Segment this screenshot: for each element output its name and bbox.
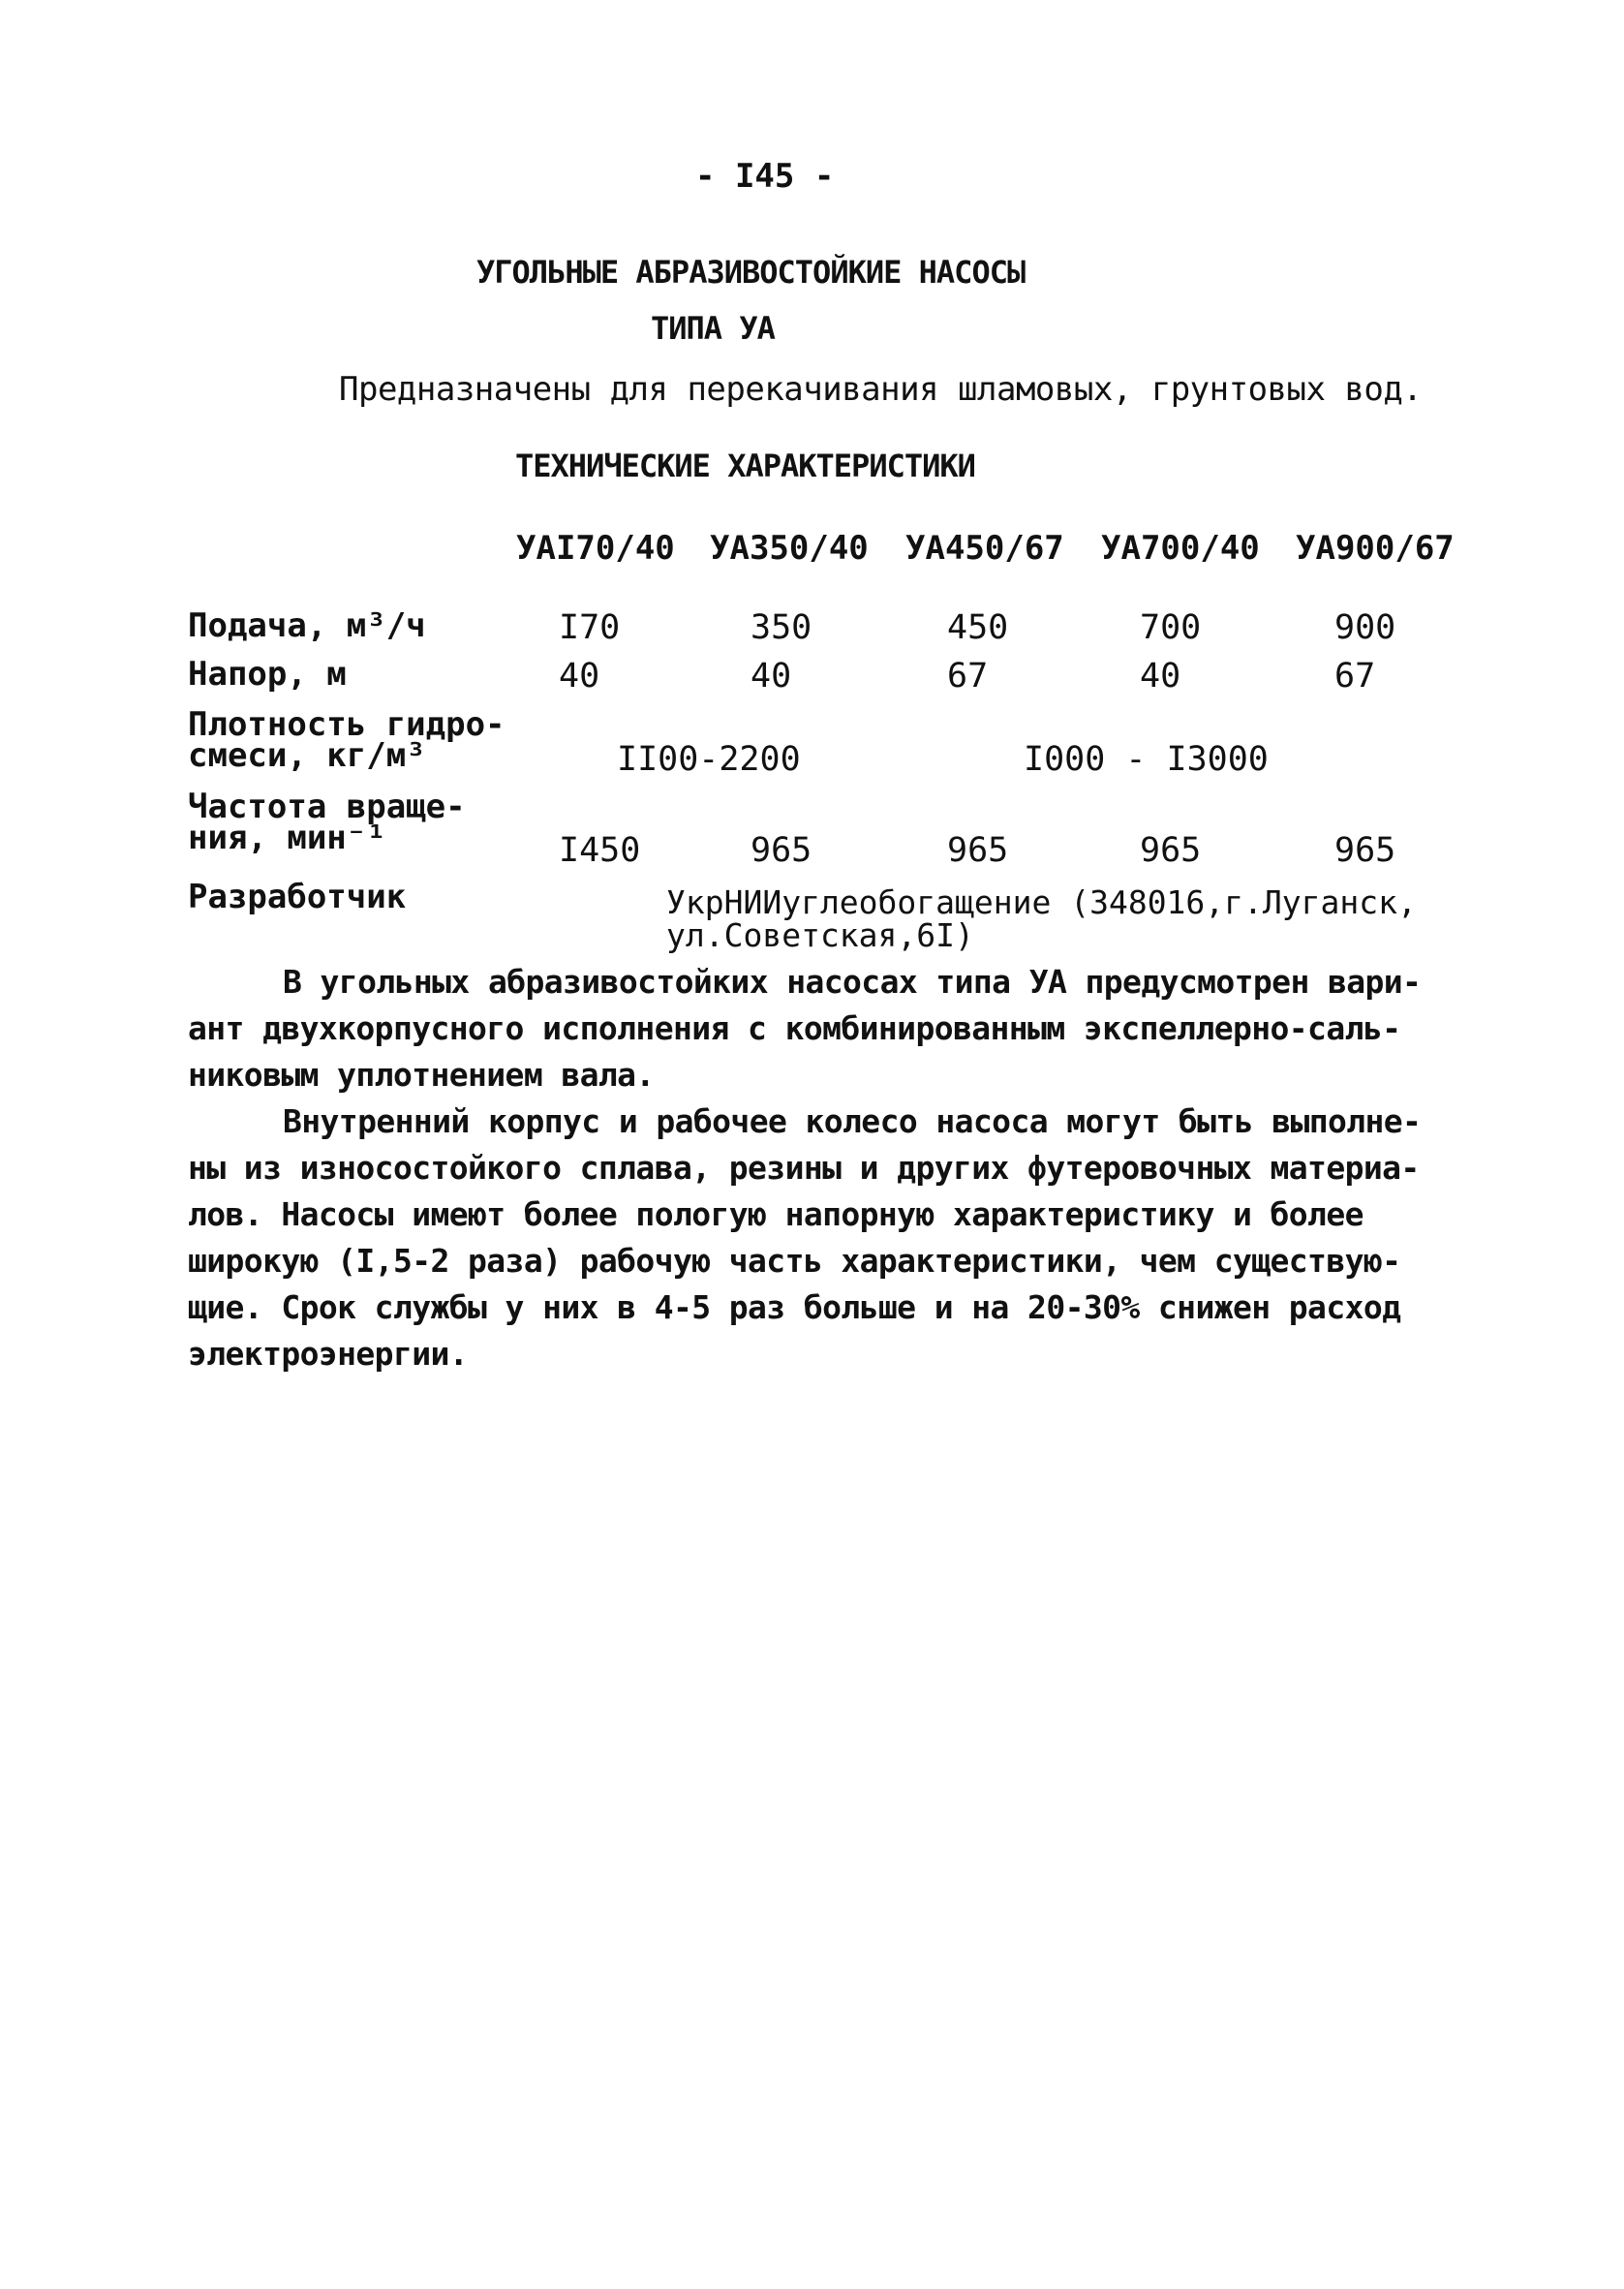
table-cell: I450 — [559, 831, 641, 870]
paragraph-1 — [188, 959, 1476, 1098]
table-cell: 965 — [1334, 831, 1396, 870]
row-label-density-line1: Плотность гидро- — [188, 705, 506, 744]
density-range-a: II00-2200 — [617, 740, 801, 779]
model-header: УА700/40 — [1101, 529, 1260, 568]
model-header: УА900/67 — [1296, 529, 1455, 568]
paragraph-line: Внутренний корпус и рабочее колесо насоса могут быть выполне- — [283, 1102, 1422, 1140]
model-header: УА450/67 — [905, 529, 1064, 568]
model-header: УАI70/40 — [516, 529, 675, 568]
table-cell: 350 — [751, 608, 812, 647]
paragraph-line: ны из износостойкого сплава, резины и других футеровочных материа- — [188, 1149, 1420, 1187]
paragraph-line: ант двухкорпусного исполнения с комбинированным экспеллерно-саль- — [188, 1009, 1401, 1047]
table-cell: 900 — [1334, 608, 1396, 647]
purpose-statement: Предназначены для перекачивания шламовых, грунтовых вод. — [339, 370, 1423, 409]
table-cell: 40 — [751, 657, 792, 696]
specs-heading: ТЕХНИЧЕСКИЕ ХАРАКТЕРИСТИКИ — [515, 448, 975, 484]
paragraph-line: широкую (I,5-2 раза) рабочую часть характеристики, чем существую- — [188, 1242, 1401, 1280]
table-cell: 700 — [1140, 608, 1202, 647]
paragraph-2 — [188, 1098, 1476, 1377]
table-cell: 450 — [947, 608, 1009, 647]
model-header: УА350/40 — [710, 529, 869, 568]
row-label-feed: Подача, м³/ч — [188, 606, 426, 645]
row-label-head: Напор, м — [188, 655, 347, 694]
table-cell: 965 — [751, 831, 812, 870]
developer-line2: ул.Советская,6I) — [666, 916, 974, 954]
density-range-b: I000 - I3000 — [1024, 740, 1269, 779]
table-cell: 40 — [1140, 657, 1181, 696]
table-cell: I70 — [559, 608, 621, 647]
row-label-density-line2: смеси, кг/м³ — [188, 736, 426, 775]
paragraph-line: В угольных абразивостойких насосах типа УА предусмотрен вари- — [283, 963, 1422, 1001]
table-cell: 965 — [947, 831, 1009, 870]
table-cell: 67 — [947, 657, 989, 696]
document-subtitle: ТИПА УА — [651, 310, 775, 347]
paragraph-line: лов. Насосы имеют более пологую напорную характеристику и более — [188, 1195, 1364, 1233]
document-title: УГОЛЬНЫЕ АБРАЗИВОСТОЙКИЕ НАСОСЫ — [476, 254, 1026, 291]
table-cell: 67 — [1334, 657, 1376, 696]
paragraph-line: электроэнергии. — [188, 1335, 469, 1373]
row-label-speed-line1: Частота враще- — [188, 788, 466, 826]
row-label-speed-line2: ния, мин⁻¹ — [188, 819, 386, 857]
row-label-developer: Разработчик — [188, 878, 407, 916]
paragraph-line: никовым уплотнением вала. — [188, 1056, 655, 1094]
table-cell: 40 — [559, 657, 600, 696]
paragraph-line: щие. Срок службы у них в 4-5 раз больше и на 20-30% снижен расход — [188, 1288, 1401, 1326]
developer-line1: УкрНИИуглеобогащение (348016,г.Луганск, — [666, 883, 1417, 921]
page-number: - I45 - — [695, 157, 835, 196]
table-cell: 965 — [1140, 831, 1202, 870]
